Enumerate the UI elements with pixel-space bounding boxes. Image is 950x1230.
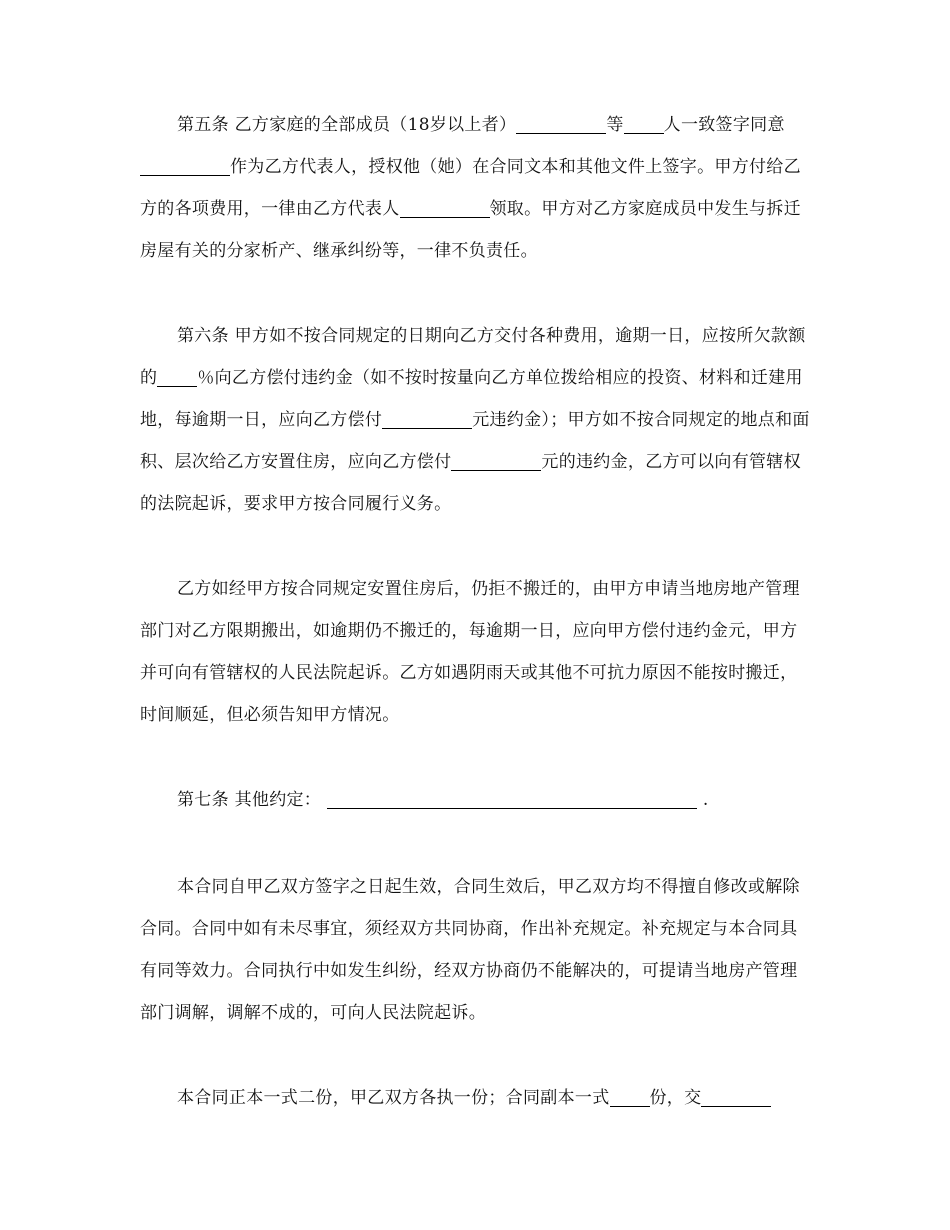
article-6-text-3: 元违约金）；甲方如不按合同规定的地点和面积、层次给乙方安置住房，应向乙方偿付 <box>140 410 810 472</box>
penalty-percent-blank[interactable] <box>157 366 197 387</box>
article-5-text-5: 领取。甲方对乙方家庭成员中发生与拆迁房屋有关的分家析产、继承纠纷等，一律不负责任。 <box>140 199 801 261</box>
article-7-label: 第七条 其他约定： <box>177 790 322 810</box>
article-6-text-4: 元的违约金，乙方可以向有管辖权的法院起诉，要求甲方按合同履行义务。 <box>140 452 801 514</box>
copies-recipient-blank[interactable] <box>701 1086 771 1107</box>
member-count-blank[interactable] <box>624 113 664 134</box>
housing-penalty-blank[interactable] <box>451 450 541 471</box>
copies-text-1: 本合同正本一式二份，甲乙双方各执一份；合同副本一式 <box>177 1088 610 1108</box>
article-7 <box>140 779 812 821</box>
article-6-text-1: 第六条 甲方如不按合同规定的日期向乙方交付各种费用，逾期一日，应按所欠款额的 <box>140 326 806 388</box>
recipient-representative-blank[interactable] <box>400 197 490 218</box>
daily-penalty-blank[interactable] <box>382 408 472 429</box>
article-5-text-1: 第五条 乙方家庭的全部成员（18岁以上者） <box>177 115 517 135</box>
effect-paragraph <box>140 866 812 1034</box>
copies-text-2: 份，交 <box>649 1088 702 1108</box>
copies-paragraph <box>140 1077 812 1119</box>
article-5-text-4: 作为乙方代表人，授权他（她）在合同文本和其他文件上签字。甲方付给乙方的各项费用，一律由乙方代表人 <box>140 157 801 219</box>
article-6 <box>140 315 812 525</box>
article-5-text-2: 等 <box>606 115 624 135</box>
article-6-text-2: ％向乙方偿付违约金（如不按时按量向乙方单位拨给相应的投资、材料和迁建用地，每逾期一日，应向乙方偿付 <box>140 368 803 430</box>
relocation-text: 乙方如经甲方按合同规定安置住房后，仍拒不搬迁的，由甲方申请当地房地产管理部门对乙方限期搬出，如逾期仍不搬迁的，每逾期一日，应向甲方偿付违约金元，甲方并可向有管辖权的人民法院起诉。乙方如遇阴雨天或其他不可抗力原因不能按时搬迁，时间顺延，但必须告知甲方情况。 <box>140 579 800 725</box>
effect-text: 本合同自甲乙双方签字之日起生效，合同生效后，甲乙双方均不得擅自修改或解除合同。合同中如有未尽事宜，须经双方共同协商，作出补充规定。补充规定与本合同具有同等效力。合同执行中如发生纠纷，经双方协商仍不能解决的，可提请当地房产管理部门调解，调解不成的，可向人民法院起诉。 <box>140 877 800 1023</box>
representative-name-blank[interactable] <box>140 155 230 176</box>
article-5 <box>140 104 812 272</box>
copies-count-blank[interactable] <box>610 1086 650 1107</box>
article-5-text-3: 人一致签字同意 <box>663 115 785 135</box>
member-names-blank[interactable] <box>516 113 606 134</box>
article-7-end: . <box>697 790 709 810</box>
relocation-paragraph <box>140 568 812 736</box>
other-terms-blank[interactable] <box>327 788 697 809</box>
